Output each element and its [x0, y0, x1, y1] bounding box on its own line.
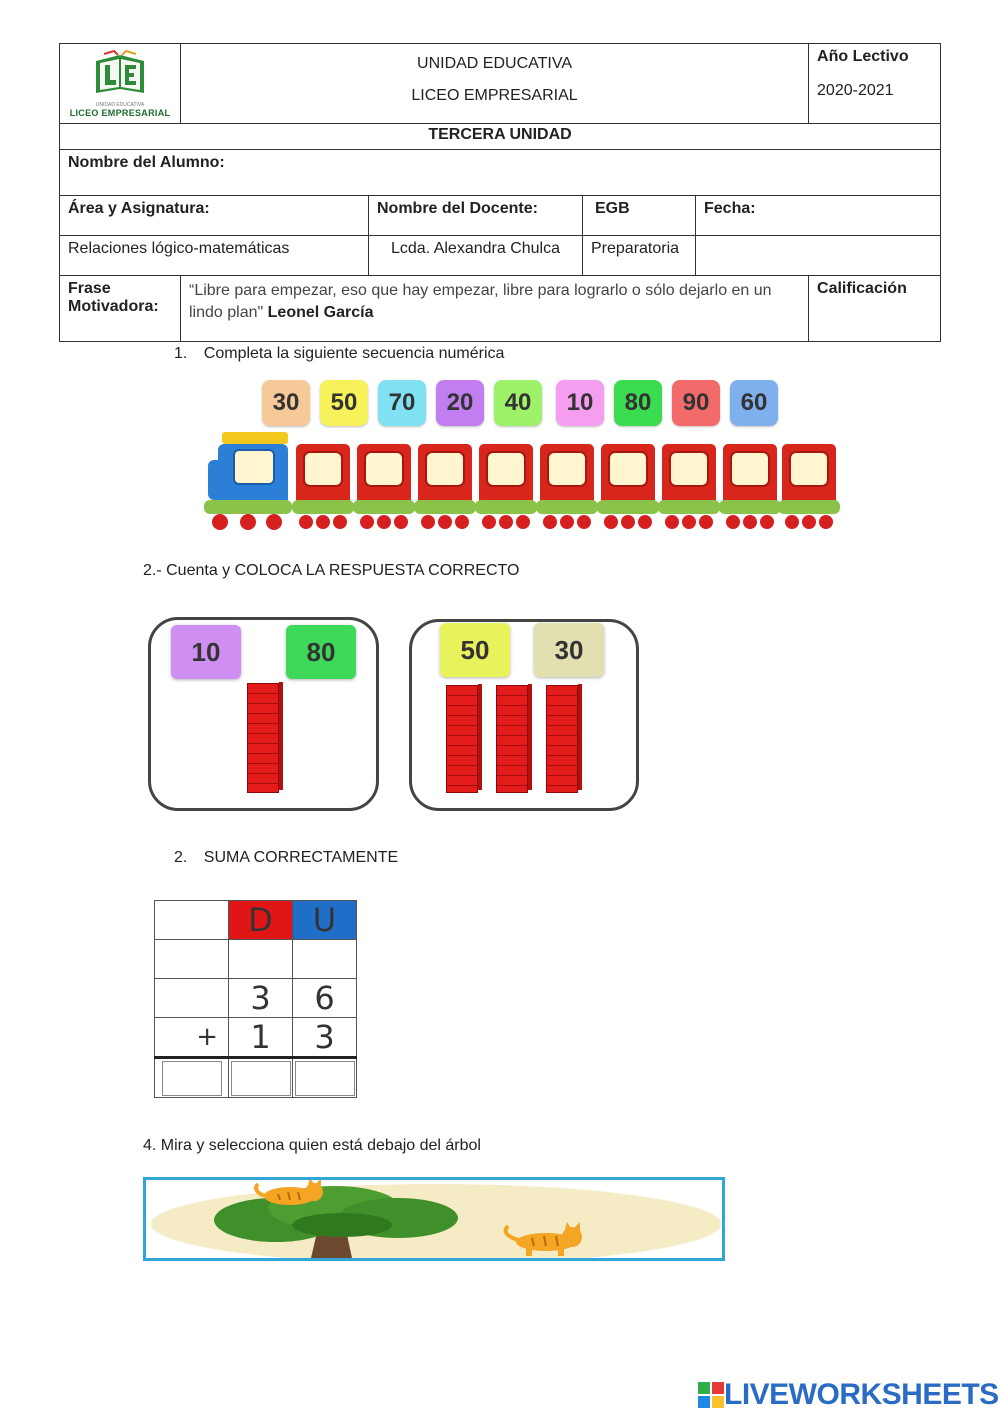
count-option[interactable]: 50: [440, 623, 510, 677]
train-wagon[interactable]: [658, 444, 720, 529]
area-value: Relaciones lógico-matemáticas: [60, 236, 369, 276]
frase-label-line-2: Motivadora:: [68, 298, 159, 315]
count-box-1: [148, 617, 379, 811]
sum-cell: [155, 979, 229, 1018]
addend-2-units: 3: [293, 1018, 357, 1058]
liveworksheets-logo: [698, 1378, 999, 1412]
frase-text: [181, 276, 809, 342]
plus-sign: +: [155, 1018, 229, 1058]
unit-title: TERCERA UNIDAD: [60, 124, 941, 150]
area-label: Área y Asignatura:: [60, 196, 369, 236]
ten-rod: [546, 685, 578, 793]
liveworksheets-icon: [698, 1382, 724, 1408]
frase-quote: “Libre para empezar, eso que hay empezar, libre para lograrlo o sólo dejarlo en un lindo plan": [189, 282, 772, 321]
number-option[interactable]: 60: [730, 380, 778, 426]
train-wagon[interactable]: [719, 444, 781, 529]
sum-cell: [229, 940, 293, 979]
sum-header-empty: [155, 901, 229, 940]
train-wagon[interactable]: [475, 444, 537, 529]
question-1-text: Completa la siguiente secuencia numérica: [203, 345, 505, 362]
result-units: [293, 1058, 357, 1098]
question-3: [174, 849, 398, 867]
addend-1-tens: 3: [229, 979, 293, 1018]
date-value[interactable]: [696, 236, 941, 276]
ten-rod: [446, 685, 478, 793]
train-wagon[interactable]: [414, 444, 476, 529]
egb-label: EGB: [583, 196, 696, 236]
ten-rod: [496, 685, 528, 793]
year-label: Año Lectivo: [817, 48, 909, 65]
sum-cell: [293, 940, 357, 979]
number-option[interactable]: 80: [614, 380, 662, 426]
units-header: U: [293, 901, 357, 940]
teacher-value: Lcda. Alexandra Chulca: [369, 236, 583, 276]
logo-book-icon: [90, 49, 150, 97]
tens-header: D: [229, 901, 293, 940]
addend-2-tens: 1: [229, 1018, 293, 1058]
ten-rod: [247, 683, 279, 793]
school-line-2: LICEO EMPRESARIAL: [411, 87, 578, 104]
sum-cell: [155, 940, 229, 979]
result-tens: [229, 1058, 293, 1098]
tree-picture: [143, 1177, 725, 1261]
question-2-text: 2.- Cuenta y COLOCA LA RESPUESTA CORRECTO: [143, 562, 520, 579]
question-4-text: 4. Mira y selecciona quien está debajo del árbol: [143, 1137, 481, 1154]
train-wagon[interactable]: [536, 444, 598, 529]
number-option[interactable]: 90: [672, 380, 720, 426]
train-wagon[interactable]: [292, 444, 354, 529]
count-option[interactable]: 10: [171, 625, 241, 679]
train-wagon[interactable]: [353, 444, 415, 529]
school-line-1: UNIDAD EDUCATIVA: [417, 55, 572, 72]
count-option[interactable]: 30: [534, 623, 604, 677]
frase-label: [60, 276, 181, 342]
result-units-input[interactable]: [295, 1061, 355, 1096]
addend-1-units: 6: [293, 979, 357, 1018]
teacher-label: Nombre del Docente:: [369, 196, 583, 236]
result-empty: [155, 1058, 229, 1098]
number-option[interactable]: 10: [556, 380, 604, 426]
question-3-number: 2.: [174, 849, 188, 866]
sum-table: [154, 900, 357, 1098]
count-option[interactable]: 80: [286, 625, 356, 679]
question-3-text: SUMA CORRECTAMENTE: [203, 849, 399, 866]
result-tens-input[interactable]: [231, 1061, 291, 1096]
school-logo: [60, 44, 181, 124]
date-label: Fecha:: [696, 196, 941, 236]
number-option[interactable]: 30: [262, 380, 310, 426]
train-wagon[interactable]: [778, 444, 840, 529]
logo-small-text: UNIDAD EDUCATIVA: [95, 102, 145, 108]
grade-label: Calificación: [809, 276, 941, 342]
frase-author: Leonel García: [267, 304, 374, 321]
number-option[interactable]: 70: [378, 380, 426, 426]
student-name-label: Nombre del Alumno:: [60, 150, 941, 196]
tree-scene: [146, 1180, 722, 1258]
year-cell: [809, 44, 941, 124]
number-option[interactable]: 50: [320, 380, 368, 426]
logo-text: LICEO EMPRESARIAL: [69, 108, 171, 118]
school-name: [181, 44, 809, 124]
header-table: [59, 43, 941, 342]
train-engine: [204, 432, 292, 530]
number-option[interactable]: 40: [494, 380, 542, 426]
question-1-number: 1.: [174, 345, 188, 362]
train-illustration: [204, 430, 840, 534]
year-value: 2020-2021: [817, 82, 894, 99]
count-box-2: [409, 619, 639, 811]
train-wagon[interactable]: [597, 444, 659, 529]
egb-value: Preparatoria: [583, 236, 696, 276]
frase-label-line-1: Frase: [68, 280, 111, 297]
question-1: [174, 345, 504, 363]
result-box-empty: [162, 1061, 222, 1096]
number-option[interactable]: 20: [436, 380, 484, 426]
liveworksheets-brand: LIVEWORKSHEETS: [724, 1378, 999, 1411]
